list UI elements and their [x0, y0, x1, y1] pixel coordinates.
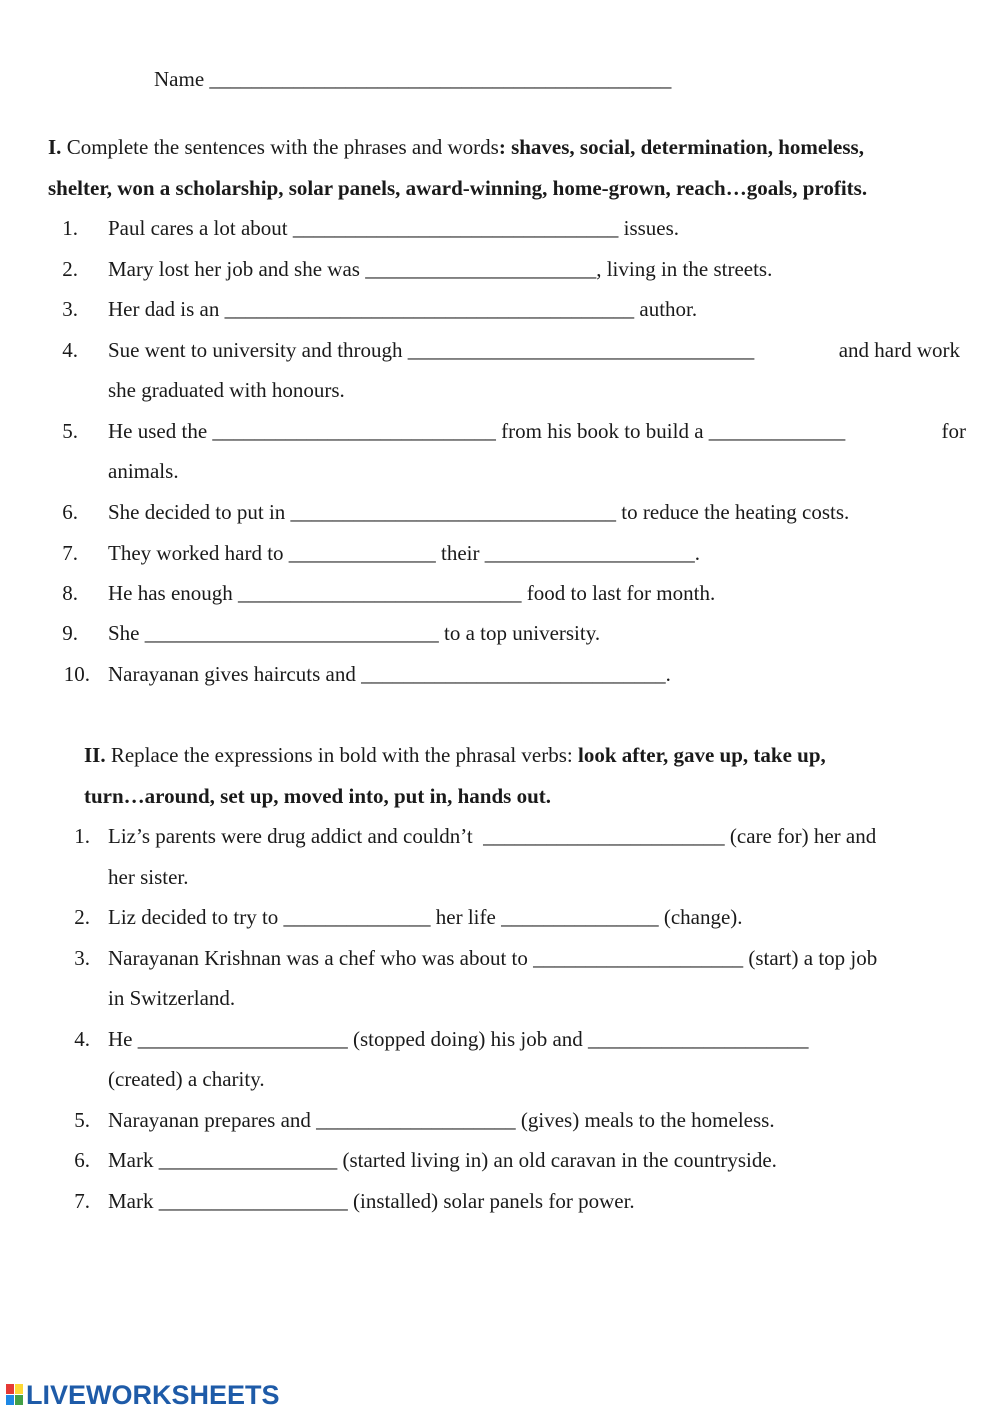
s1-item-number: 8.: [62, 581, 78, 605]
section1-words-line2: shelter, won a scholarship, solar panels, award-winning, home-grown, reach…goals, profits.: [48, 176, 868, 200]
s2-item-text[interactable]: Narayanan prepares and ___________________ (gives) meals to the homeless.: [108, 1108, 775, 1132]
s1-item-number: 2.: [62, 257, 78, 281]
section2-intro: Replace the expressions in bold with the phrasal verbs:: [110, 743, 578, 767]
s1-item-text-a: Sue went to university and through _________________________________: [108, 338, 755, 362]
s2-item-continuation: (created) a charity.: [108, 1067, 265, 1091]
s1-item-number: 9.: [62, 621, 78, 645]
section2-roman: II.: [84, 743, 106, 767]
liveworksheets-brand: LIVEWORKSHEETS: [26, 1379, 280, 1410]
s1-item-text-a: He used the ___________________________ from his book to build a _____________: [108, 419, 846, 443]
s1-item-text[interactable]: She ____________________________ to a top university.: [108, 621, 601, 645]
liveworksheets-logo-icon: [6, 1384, 24, 1406]
section1-roman: I.: [48, 135, 62, 159]
s1-item-number: 7.: [62, 541, 78, 565]
s1-item-continuation: she graduated with honours.: [108, 378, 345, 402]
s1-item-text-b: and hard work: [838, 338, 960, 362]
s2-item-number: 3.: [74, 946, 90, 970]
s1-item-number: 10.: [63, 662, 90, 686]
section2-heading: [84, 742, 826, 768]
s2-item-number: 5.: [74, 1108, 90, 1132]
section1-heading: [48, 134, 864, 160]
s1-item-text[interactable]: [108, 418, 966, 444]
name-field[interactable]: Name ____________________________________________: [154, 67, 672, 91]
s1-item-text[interactable]: They worked hard to ______________ their ____________________.: [108, 541, 701, 565]
s2-item-text[interactable]: Liz decided to try to ______________ her life _______________ (change).: [108, 905, 743, 929]
s2-item-text[interactable]: Mark __________________ (installed) solar panels for power.: [108, 1189, 635, 1213]
s2-item-number: 2.: [74, 905, 90, 929]
s1-item-number: 5.: [62, 419, 78, 443]
s2-item-text[interactable]: He ____________________ (stopped doing) his job and _____________________: [108, 1027, 809, 1051]
s2-item-text[interactable]: Mark _________________ (started living in) an old caravan in the countryside.: [108, 1148, 777, 1172]
s1-item-number: 3.: [62, 297, 78, 321]
section2-words-line2-row: [84, 783, 551, 809]
liveworksheets-logo[interactable]: [6, 1380, 280, 1410]
s1-item-text[interactable]: Mary lost her job and she was ______________________, living in the streets.: [108, 257, 773, 281]
s2-item-continuation: her sister.: [108, 865, 189, 889]
section1-words-line1: : shaves, social, determination, homeless,: [498, 135, 864, 159]
s1-item-text[interactable]: He has enough ___________________________ food to last for month.: [108, 581, 716, 605]
s2-item-continuation: in Switzerland.: [108, 986, 236, 1010]
s2-item-number: 6.: [74, 1148, 90, 1172]
section2-words-line2: turn…around, set up, moved into, put in, hands out.: [84, 784, 551, 808]
section2-words-line1: look after, gave up, take up,: [578, 743, 826, 767]
s2-item-number: 4.: [74, 1027, 90, 1051]
s2-item-number: 7.: [74, 1189, 90, 1213]
s1-item-text[interactable]: [108, 337, 960, 363]
s1-item-text[interactable]: She decided to put in _______________________________ to reduce the heating costs.: [108, 500, 850, 524]
s2-item-number: 1.: [74, 824, 90, 848]
s1-item-continuation: animals.: [108, 459, 179, 483]
s1-item-text-b: for: [941, 419, 966, 443]
section1-words-line2-row: [48, 175, 867, 201]
s2-item-text[interactable]: Liz’s parents were drug addict and couldn’t _______________________ (care for) her and: [108, 824, 877, 848]
s1-item-number: 1.: [62, 216, 78, 240]
s1-item-number: 4.: [62, 338, 78, 362]
s1-item-text[interactable]: Her dad is an _______________________________________ author.: [108, 297, 698, 321]
s1-item-number: 6.: [62, 500, 78, 524]
s2-item-text[interactable]: Narayanan Krishnan was a chef who was about to ____________________ (start) a top job: [108, 946, 878, 970]
section1-intro: Complete the sentences with the phrases and words: [66, 135, 499, 159]
s1-item-text[interactable]: Narayanan gives haircuts and _____________________________.: [108, 662, 671, 686]
s1-item-text[interactable]: Paul cares a lot about _______________________________ issues.: [108, 216, 680, 240]
